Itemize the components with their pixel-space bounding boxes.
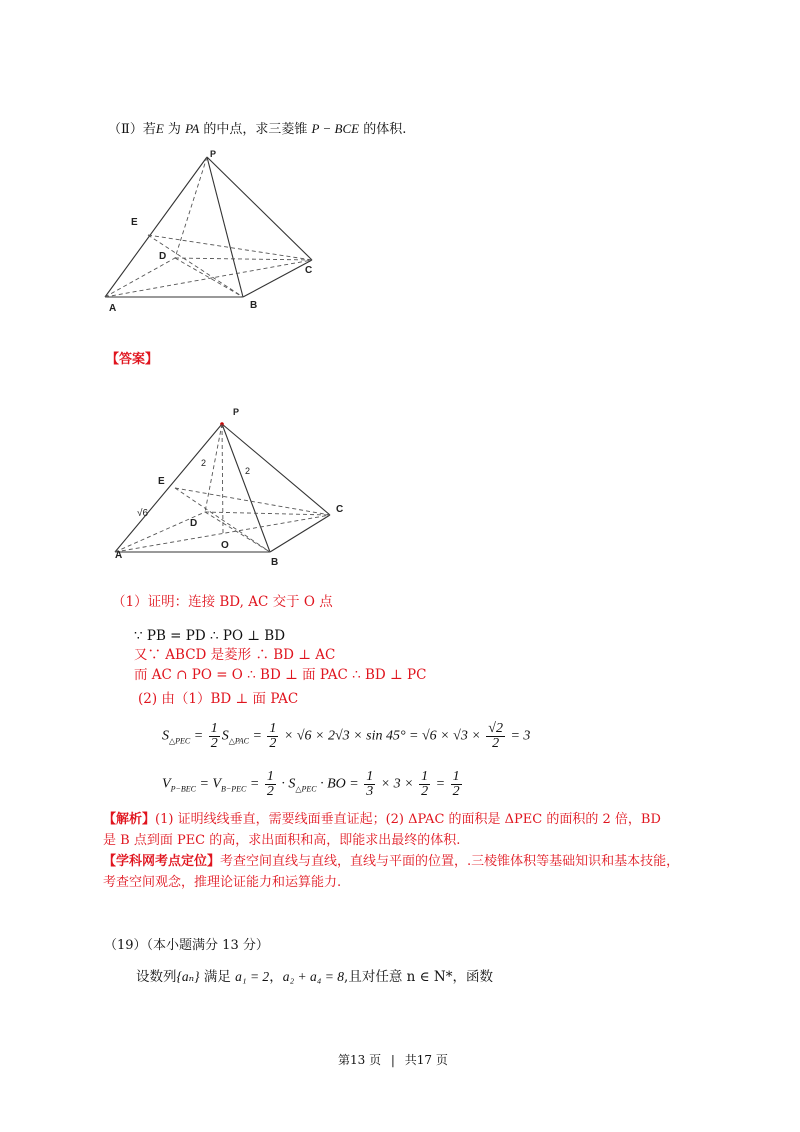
part2-prefix: （Ⅱ）若 <box>108 122 156 137</box>
eq1-frac-3 <box>486 722 505 751</box>
fig1-label-d: D <box>159 251 167 262</box>
q19-comma: ， <box>269 969 283 985</box>
kaodian-line-1 <box>103 853 679 871</box>
eq2-frac-4-den: 2 <box>452 784 460 799</box>
fig2-label-b: B <box>271 557 279 568</box>
q19-an: {aₙ} <box>176 969 200 984</box>
eq1-frac-1-num: 1 <box>210 721 218 736</box>
proof-line-4: 而 AC ∩ PO = O ∴ BD ⊥ 面 PAC ∴ BD ⊥ PC <box>134 667 427 683</box>
part2-suffix: 的体积. <box>359 122 407 137</box>
eq2-s-sub: △PEC <box>295 784 317 794</box>
eq1-frac-3-num: √2 <box>488 721 503 736</box>
q19-line <box>136 968 493 986</box>
eq2-eq: = <box>195 776 213 792</box>
footer-separator: | <box>390 1053 395 1067</box>
eq2-frac-1-den: 2 <box>266 784 274 799</box>
q19-mid: 满足 <box>199 969 236 985</box>
analysis-line-2: 是 B 点到面 PEC 的高，求出面积和高，即能求出最终的体积. <box>103 833 461 848</box>
eq1-frac-2-den: 2 <box>269 736 277 751</box>
fig2-label-e: E <box>158 476 165 487</box>
q19-prefix: 设数列 <box>136 969 177 985</box>
part2-mid2: 的中点，求三菱锥 <box>199 122 312 137</box>
part2-mid1: 为 <box>163 122 186 137</box>
eq1-lhs-sub: △PEC <box>169 736 191 746</box>
answer-header: 【答案】 <box>106 352 159 367</box>
fig1-label-p: P <box>210 149 217 159</box>
pyramid-figure-2 <box>105 400 365 570</box>
eq2-bo: · BO = <box>316 776 363 792</box>
q19-header: （19）（本小题满分 13 分） <box>104 938 269 953</box>
pyramid-figure-1 <box>95 145 335 320</box>
eq1-s2: S <box>221 728 229 744</box>
eq1-frac-2 <box>267 722 278 751</box>
eq1-frac-1 <box>209 722 220 751</box>
footer-total: 共17 页 <box>404 1053 448 1067</box>
eq2-frac-1-num: 1 <box>266 769 274 784</box>
page-footer <box>338 1051 448 1069</box>
fig2-edge-pd-label: 2 <box>201 458 207 468</box>
eq2-frac-1 <box>265 770 276 799</box>
q19-tail: ,且对任意 n ∈ N*，函数 <box>344 969 493 985</box>
eq2-v1: V <box>162 776 171 792</box>
fig1-label-a: A <box>109 303 117 314</box>
eq2-frac-4-num: 1 <box>452 769 460 784</box>
eq2-v2: V <box>212 776 221 792</box>
eq1-lhs: S <box>162 728 169 744</box>
eq1-eq: = <box>190 728 207 744</box>
eq2-frac-3-den: 2 <box>421 784 429 799</box>
eq1-frac-2-num: 1 <box>269 721 277 736</box>
eq2-mult: × 3 × <box>377 776 418 792</box>
part2-var-e: E <box>155 121 164 136</box>
eq1-part-a: × √6 × 2√3 × sin 45° = √6 × √3 × <box>280 728 485 744</box>
eq2-frac-2-num: 1 <box>366 769 374 784</box>
fig1-label-e: E <box>131 217 138 228</box>
eq2-v2-sub: B−PEC <box>220 784 247 794</box>
eq2-frac-4 <box>451 770 462 799</box>
analysis-text-1: (1) 证明线线垂直，需要线面垂直证起；(2) ΔPAC 的面积是 ΔPEC 的面积的 2 倍，BD <box>155 812 661 827</box>
equation-volume <box>162 770 464 800</box>
fig2-label-a: A <box>115 550 123 561</box>
question-part2 <box>108 120 406 139</box>
fig2-edge-pb-label: 2 <box>245 466 251 476</box>
eq2-v1-sub: P−BEC <box>170 784 196 794</box>
eq1-frac-1-den: 2 <box>210 736 218 751</box>
eq1-eq2: = <box>248 728 266 744</box>
kaodian-text-1: 考查空间直线与直线，直线与平面的位置，.三棱锥体积等基础知识和基本技能， <box>220 854 680 869</box>
fig1-label-c: C <box>305 265 313 276</box>
eq2-eq-c: = <box>432 776 449 792</box>
kaodian-line-2: 考查空间观念，推理论证能力和运算能力. <box>103 875 342 890</box>
fig2-edge-ea-label: √6 <box>137 508 149 519</box>
q19-eq-b: a₂ + a₄ = 8 <box>282 969 345 984</box>
eq2-s: · S <box>277 776 296 792</box>
fig2-label-c: C <box>336 504 344 515</box>
analysis-tag: 【解析】 <box>103 812 156 827</box>
fig2-label-p: P <box>233 407 240 417</box>
eq2-frac-2-den: 3 <box>366 784 374 799</box>
proof-line-1: （1）证明：连接 BD, AC 交于 O 点 <box>112 594 333 610</box>
fig2-label-d: D <box>190 518 198 529</box>
proof-line-5: (2) 由（1）BD ⊥ 面 PAC <box>138 691 299 707</box>
fig2-label-o: O <box>221 540 229 551</box>
eq2-frac-2 <box>364 770 375 799</box>
kaodian-tag: 【学科网考点定位】 <box>103 854 221 869</box>
eq2-frac-3 <box>419 770 430 799</box>
part2-var-pa: PA <box>185 121 200 136</box>
eq1-result: = 3 <box>506 728 531 744</box>
q19-eq-a: a₁ = 2 <box>235 969 270 984</box>
eq2-frac-3-num: 1 <box>421 769 429 784</box>
part2-var-pbce: P − BCE <box>311 121 360 136</box>
fig1-label-b: B <box>250 300 258 311</box>
footer-page: 第13 页 <box>338 1053 382 1067</box>
proof-line-2: ∵ PB = PD ∴ PO ⊥ BD <box>134 628 286 644</box>
proof-line-3: 又∵ ABCD 是菱形 ∴ BD ⊥ AC <box>134 647 336 663</box>
analysis-line-1 <box>103 811 661 829</box>
equation-area <box>162 722 530 752</box>
eq1-frac-3-den: 2 <box>492 736 500 751</box>
eq1-s2-sub: △PAC <box>228 736 249 746</box>
eq2-eq-b: = <box>246 776 263 792</box>
